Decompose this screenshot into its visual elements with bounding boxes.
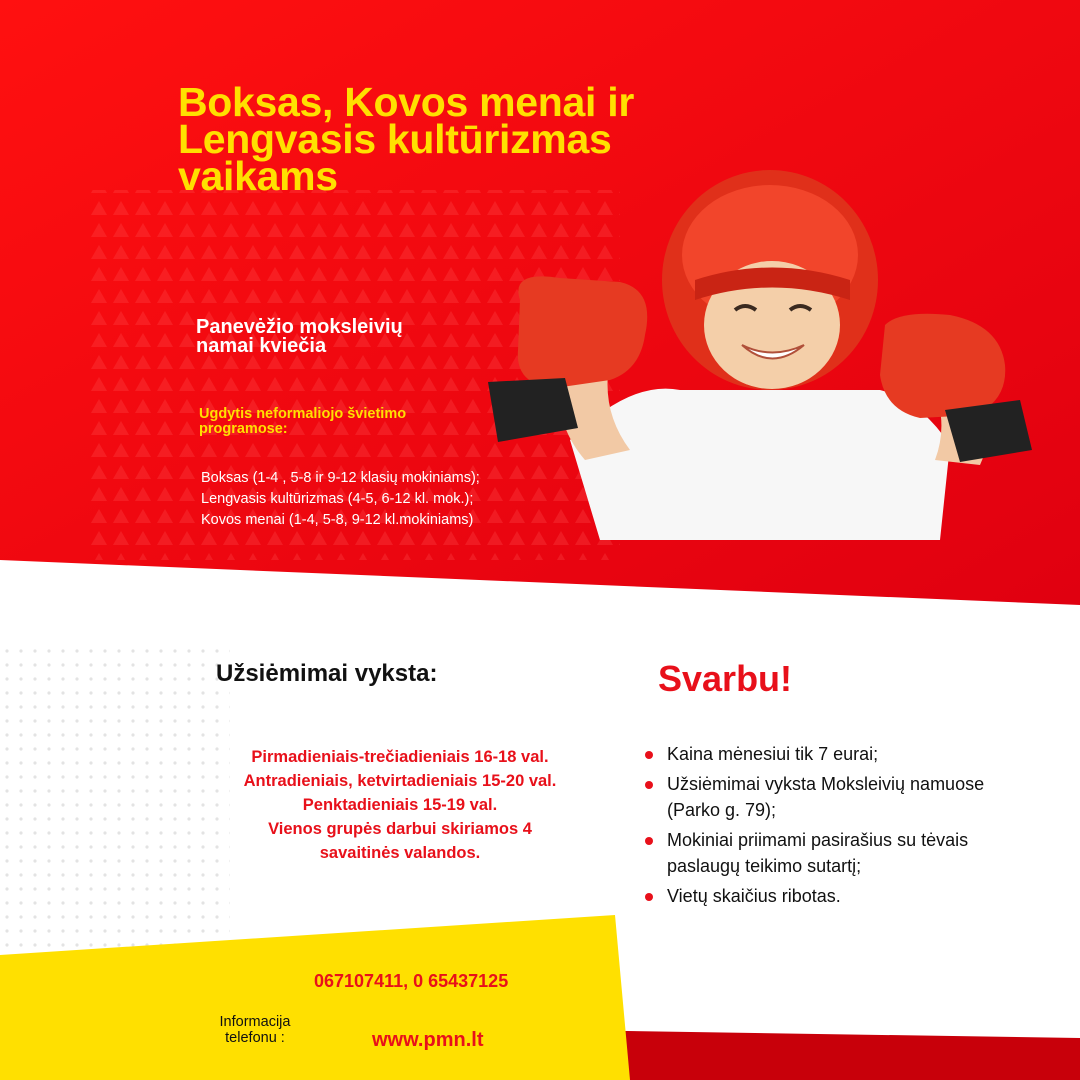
schedule-line: savaitinės valandos. <box>319 844 481 862</box>
programs-title <box>199 407 499 437</box>
program-item: Boksas (1-4 , 5-8 ir 9-12 klasių mokiniams); <box>201 470 480 486</box>
schedule-line: Vienos grupės darbui skiriamos 4 <box>268 820 532 838</box>
kid-shirt <box>570 389 950 540</box>
right-glove <box>880 314 1005 418</box>
programs-title-line: programose: <box>199 421 288 437</box>
info-label-line: telefonu : <box>225 1030 285 1046</box>
schedule-line: Antradieniais, ketvirtadieniais 15-20 val. <box>243 772 557 790</box>
program-item: Kovos menai (1-4, 5-8, 9-12 kl.mokiniams) <box>201 512 474 528</box>
headline-line: vaikams <box>178 153 338 199</box>
invite-line: Panevėžio moksleivių <box>196 316 403 338</box>
headline-line: Boksas, Kovos menai ir <box>178 79 634 125</box>
programs-list <box>201 468 621 531</box>
phone-numbers[interactable]: 067107411, 0 65437125 <box>314 971 509 991</box>
important-item-text: Mokiniai priimami pasirašius su tėvais paslaugų teikimo sutartį; <box>667 830 969 876</box>
schedule-line: Penktadieniais 15-19 val. <box>302 796 498 814</box>
important-item <box>643 771 1023 823</box>
headline-line: Lengvasis kultūrizmas <box>178 116 612 162</box>
left-glove <box>518 276 647 388</box>
info-label <box>205 1014 305 1046</box>
program-item: Lengvasis kultūrizmas (4-5, 6-12 kl. mok.); <box>201 491 474 507</box>
website-link[interactable]: www.pmn.lt <box>372 1029 484 1051</box>
bottom-red-stripe <box>560 1030 1080 1080</box>
schedule-line: Pirmadieniais-trečiadieniais 16-18 val. <box>251 748 549 766</box>
important-item <box>643 883 1023 909</box>
schedule-title: Užsiėmimai vyksta: <box>216 660 438 687</box>
important-item-text: Vietų skaičius ribotas. <box>667 886 841 906</box>
red-dot-bullet-icon <box>645 751 653 759</box>
important-item-text: Kaina mėnesiui tik 7 eurai; <box>667 744 879 764</box>
red-dot-bullet-icon <box>645 837 653 845</box>
red-dot-bullet-icon <box>645 781 653 789</box>
important-item <box>643 741 1023 767</box>
red-dot-bullet-icon <box>645 893 653 901</box>
important-list <box>643 741 1023 913</box>
programs-title-line: Ugdytis neformaliojo švietimo <box>199 406 407 422</box>
important-title: Svarbu! <box>658 658 793 699</box>
invite-text <box>196 318 516 356</box>
headline <box>178 79 698 199</box>
schedule-lines <box>160 745 640 865</box>
important-item-text: Užsiėmimai vyksta Moksleivių namuose (Parko g. 79); <box>667 774 985 820</box>
info-label-line: Informacija <box>219 1014 291 1030</box>
invite-line: namai kviečia <box>196 335 327 357</box>
important-item <box>643 827 1023 879</box>
